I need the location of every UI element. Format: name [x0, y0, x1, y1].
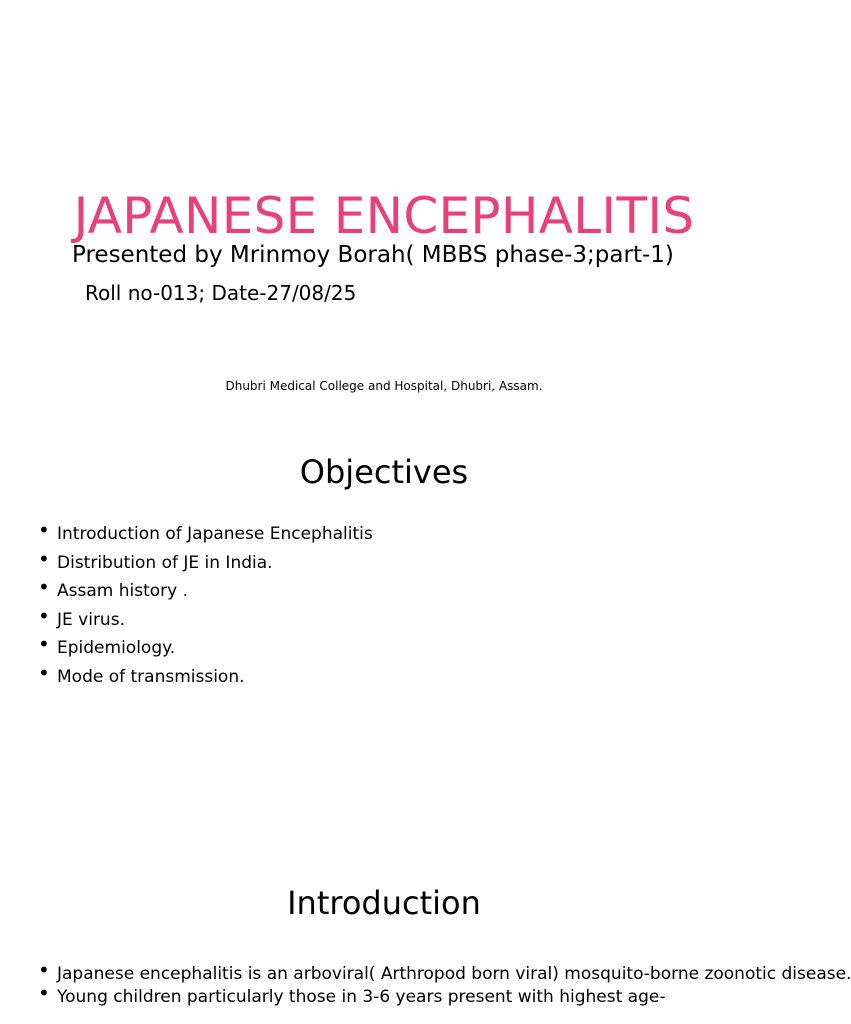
list-item — [38, 981, 738, 1008]
list-item — [38, 546, 373, 582]
bullet-dot-icon: • — [38, 660, 50, 685]
presenter-line: Presented by Mrinmoy Borah( MBBS phase-3;part-1) — [72, 242, 674, 268]
bullet-dot-icon: • — [38, 546, 50, 571]
introduction-heading: Introduction — [287, 884, 481, 922]
bullet-dot-icon: • — [38, 603, 50, 628]
roll-date-line: Roll no-013; Date-27/08/25 — [85, 281, 357, 305]
college-name: Dhubri Medical College and Hospital, Dhubri, Assam. — [225, 379, 543, 393]
objectives-list — [38, 518, 373, 696]
introduction-list — [38, 958, 851, 1010]
list-item-text: Japanese encephalitis is an arboviral( Arthropod born viral) mosquito-borne zoonotic disease. — [57, 964, 851, 984]
list-item-text: JE virus. — [57, 609, 125, 630]
bullet-dot-icon: • — [38, 958, 50, 982]
list-item — [38, 958, 851, 985]
list-item-text: Introduction of Japanese Encephalitis — [57, 524, 373, 544]
bullet-dot-icon: • — [38, 518, 50, 542]
list-item — [38, 575, 373, 610]
list-item — [38, 660, 373, 696]
list-item — [38, 603, 373, 639]
list-item-text: Distribution of JE in India. — [57, 552, 273, 573]
list-item — [38, 632, 373, 667]
presentation-title: JAPANESE ENCEPHALITIS — [73, 187, 695, 245]
list-item-text: Epidemiology. — [57, 638, 176, 659]
bullet-dot-icon: • — [38, 575, 50, 600]
list-item-text: Assam history . — [57, 581, 189, 602]
bullet-dot-icon: • — [38, 632, 50, 657]
bullet-dot-icon: • — [38, 981, 50, 1005]
list-item-text: Mode of transmission. — [57, 666, 245, 687]
list-item — [38, 518, 373, 553]
list-item-text: Young children particularly those in 3-6 years present with highest age- — [57, 987, 666, 1007]
objectives-heading: Objectives — [299, 453, 469, 491]
